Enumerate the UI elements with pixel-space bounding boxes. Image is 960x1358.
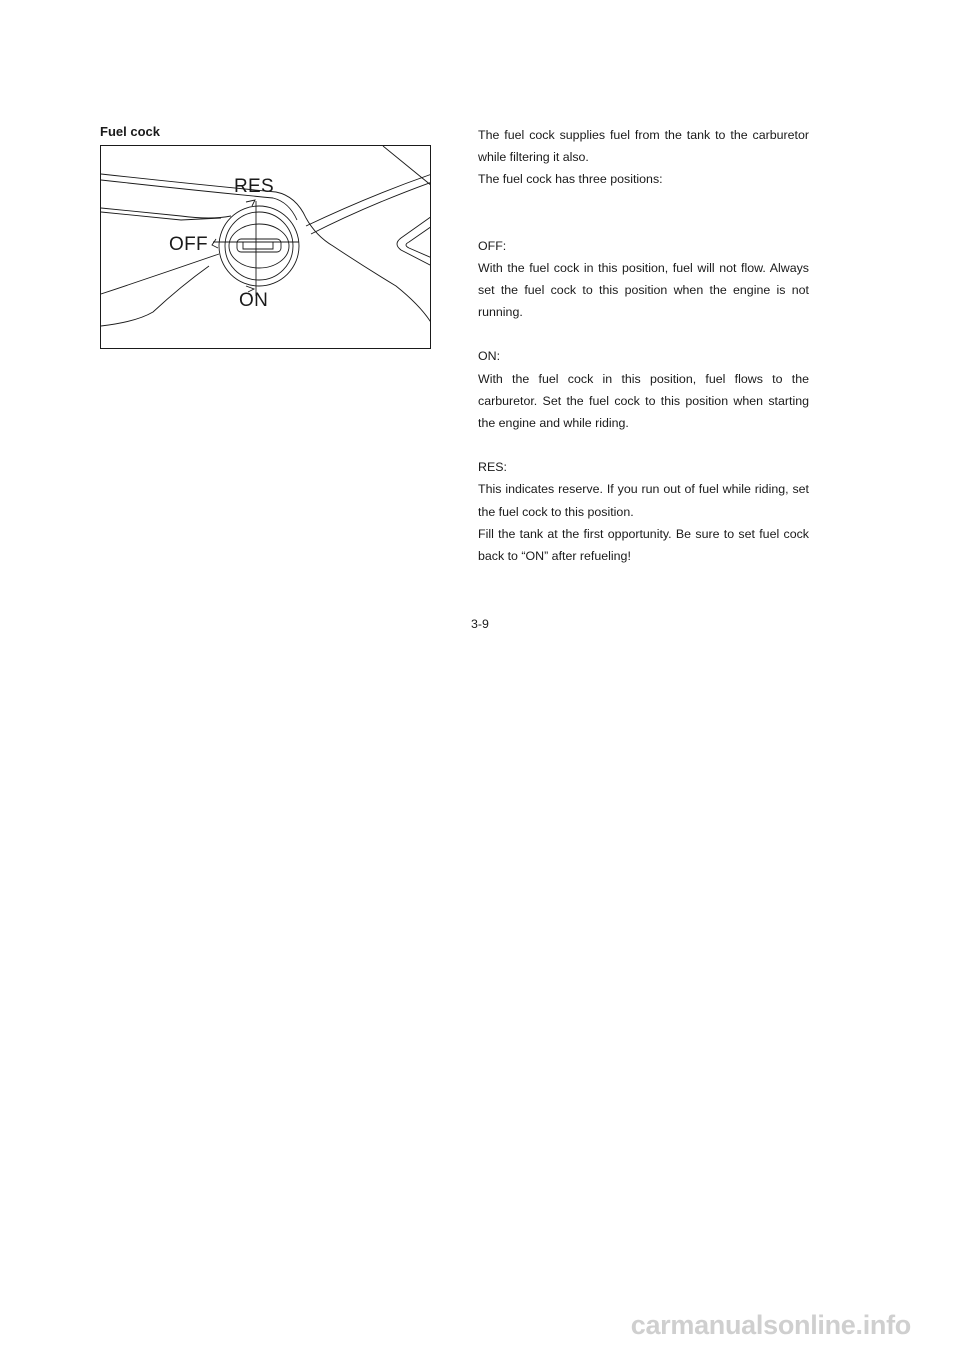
body-text (478, 124, 809, 567)
res-heading: RES: (478, 460, 507, 475)
off-position-label: OFF (169, 234, 208, 255)
section-title: Fuel cock (100, 124, 160, 139)
page-number: 3-9 (471, 617, 489, 631)
on-description: With the fuel cock in this position, fuel flows to the carburetor. Set the fuel cock to this position when starting the engine and while riding. (478, 371, 809, 431)
site-watermark: carmanualsonline.info (630, 1310, 911, 1340)
res-refuel-note: Fill the tank at the first opportunity. Be sure to set fuel cock back to “ON” after refueling! (478, 526, 809, 564)
fuel-cock-illustration (100, 145, 431, 349)
intro-paragraph: The fuel cock supplies fuel from the tank to the carburetor while filtering it also. (478, 128, 809, 165)
off-heading: OFF: (478, 238, 507, 253)
off-description: With the fuel cock in this position, fuel will not flow. Always set the fuel cock to this position when the engine is not running. (478, 260, 809, 320)
res-description: This indicates reserve. If you run out of fuel while riding, set the fuel cock to this position. (478, 482, 809, 519)
on-position-label: ON (239, 290, 269, 311)
positions-intro: The fuel cock has three positions: (478, 172, 663, 187)
res-position-label: RES (234, 176, 274, 197)
on-heading: ON: (478, 349, 501, 364)
